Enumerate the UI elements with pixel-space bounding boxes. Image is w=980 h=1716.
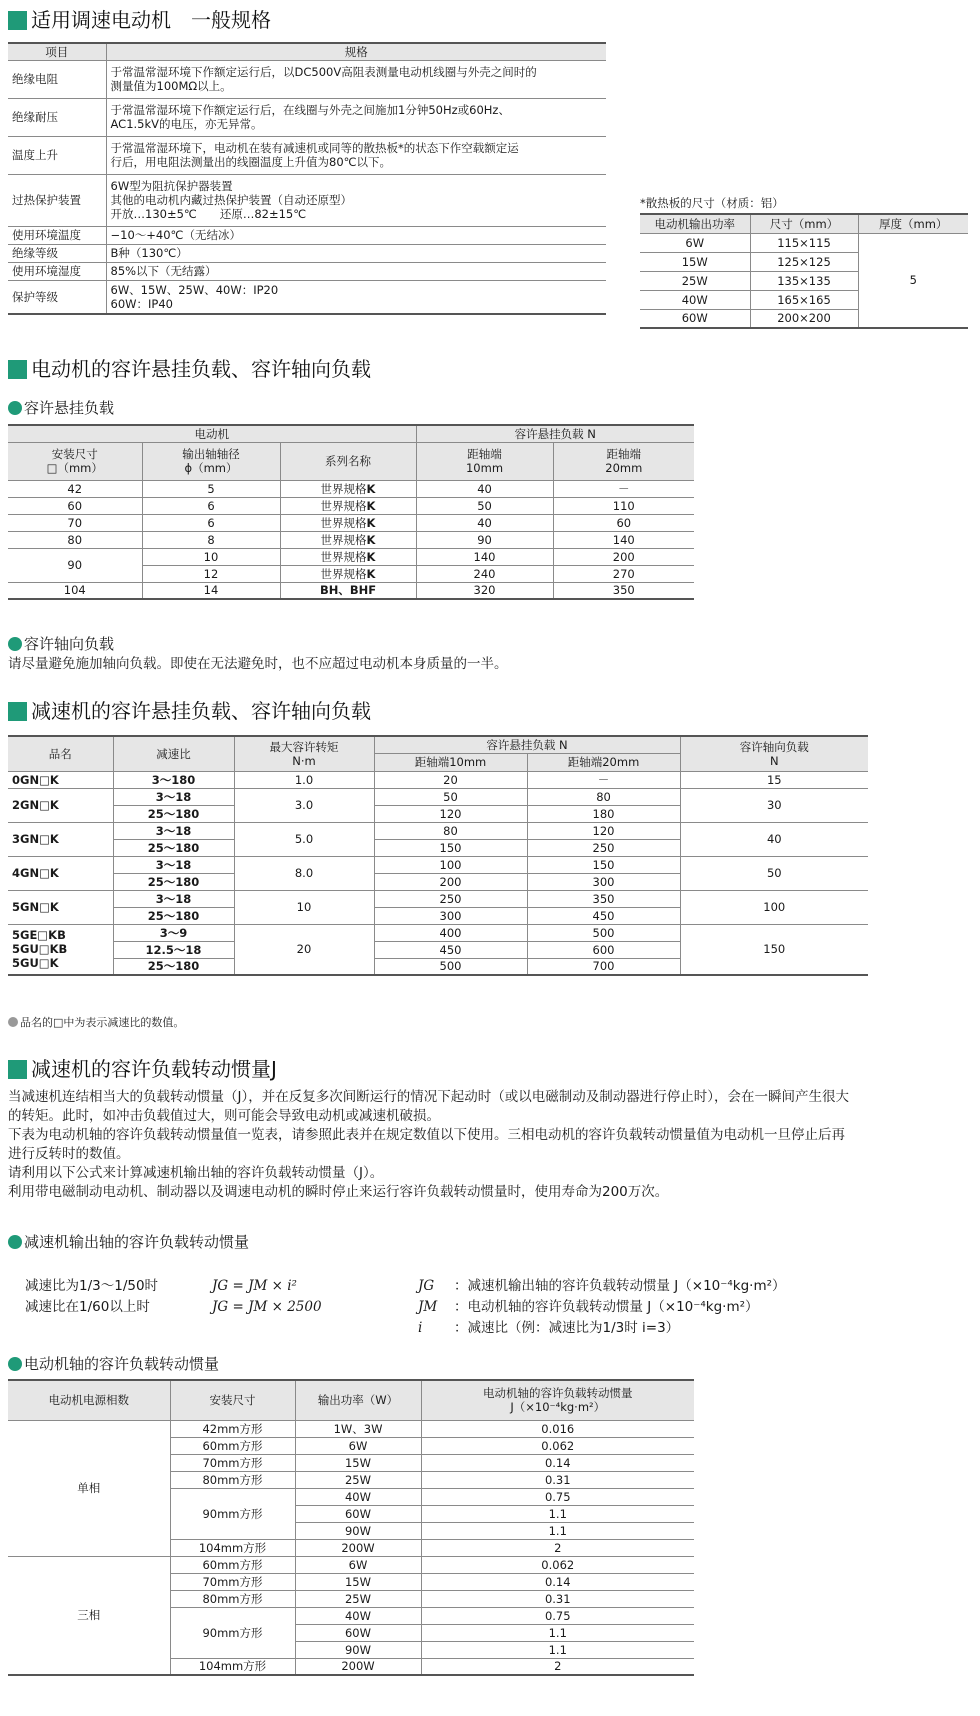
col-header-size: 安装尺寸 □（mm） [8, 442, 142, 480]
table-cell: 3～18 [113, 890, 234, 907]
table-cell: 115×115 [750, 233, 858, 252]
table-cell: 135×135 [750, 271, 858, 290]
spec-line: 于常温常湿环境下作额定运行后，在线圈与外壳之间施加1分钟50Hz或60Hz、 [110, 103, 510, 117]
table-row [8, 788, 868, 805]
col-header-shaft: 输出轴轴径 ϕ（mm） [142, 442, 280, 480]
table-row [8, 226, 606, 244]
spec-cell [106, 60, 606, 98]
table-cell: 60W [295, 1505, 421, 1522]
table-cell: 2 [421, 1658, 694, 1675]
spec-line: 60W：IP40 [110, 296, 173, 311]
col-header-10mm: 距轴端 10mm [416, 442, 553, 480]
table-cell: 25～180 [113, 958, 234, 975]
spec-cell [106, 244, 606, 262]
table-cell: 14 [142, 582, 280, 599]
spec-cell [106, 136, 606, 174]
series-cell: 世界规格K [280, 497, 416, 514]
motor-overhung-load-table [8, 424, 694, 600]
col-header-20mm: 距轴端20mm [527, 753, 680, 771]
gearhead-note: 品名的□中为表示减速比的数值。 [8, 1014, 184, 1030]
table-cell: 300 [527, 873, 680, 890]
row-label: 绝缘等级 [8, 244, 106, 262]
group-header-load: 容许悬挂负载 N [374, 736, 680, 753]
spec-line: 于常温常湿环境下作额定运行后，以DC500V高阻表测量电动机线圈与外壳之间时的 [110, 65, 537, 79]
green-square-icon [8, 360, 27, 379]
col-header-inertia: 电动机轴的容许负载转动惯量 J（×10⁻⁴kg·m²） [421, 1380, 694, 1420]
table-cell: 120 [374, 805, 527, 822]
phase-cell: 单相 [8, 1420, 170, 1556]
col-header-torque: 最大容许转矩 N·m [234, 736, 374, 771]
section-title: 电动机的容许悬挂负载、容许轴向负载 [31, 357, 371, 381]
thickness-cell: 5 [858, 233, 968, 328]
table-row [8, 480, 694, 497]
definition-jg: JG ：减速机输出轴的容许负载转动惯量 J（×10⁻⁴kg·m²） [418, 1278, 786, 1294]
table-cell: 60W [295, 1624, 421, 1641]
definition-jm: JM ：电动机轴的容许负载转动惯量 J（×10⁻⁴kg·m²） [418, 1299, 759, 1315]
product-name-cell: 5GE□KB 5GU□KB 5GU□K [8, 924, 113, 975]
table-cell: 6W [295, 1556, 421, 1573]
table-cell: 5.0 [234, 822, 374, 856]
table-cell: 60W [640, 309, 750, 328]
table-cell: 60 [8, 497, 142, 514]
spec-line: 其他的电动机内藏过热保护装置（自动还原型） [110, 193, 352, 207]
table-cell: 42 [8, 480, 142, 497]
table-cell: 90W [295, 1641, 421, 1658]
table-cell: 50 [416, 497, 553, 514]
table-cell: 1.1 [421, 1522, 694, 1539]
green-square-icon [8, 11, 27, 30]
table-cell: 150 [680, 924, 868, 975]
table-cell: 150 [374, 839, 527, 856]
table-cell: 140 [553, 531, 694, 548]
section-general-spec [8, 8, 271, 32]
col-header-thickness: 厚度（mm） [858, 214, 968, 233]
section-inertia [8, 1057, 277, 1081]
table-cell: 0.062 [421, 1556, 694, 1573]
table-cell: 6W [295, 1437, 421, 1454]
green-dot-icon [8, 637, 22, 651]
table-cell: － [553, 480, 694, 497]
table-row [8, 280, 606, 314]
table-cell: 350 [553, 582, 694, 599]
definition-i: i ：减速比（例：减速比为1/3时 i=3） [418, 1320, 680, 1336]
table-cell: 40 [416, 480, 553, 497]
table-cell: 25～180 [113, 907, 234, 924]
table-cell: 0.31 [421, 1471, 694, 1488]
table-cell: 25W [295, 1590, 421, 1607]
table-cell: 12 [142, 565, 280, 582]
series-cell: 世界规格K [280, 548, 416, 565]
table-row [8, 60, 606, 98]
table-cell: 80 [527, 788, 680, 805]
spec-line: 6W型为阻抗保护器装置 [110, 179, 233, 193]
table-cell: 40 [416, 514, 553, 531]
table-cell: 0.016 [421, 1420, 694, 1437]
spec-line: B种（130℃） [110, 246, 188, 260]
table-cell: 250 [374, 890, 527, 907]
table-cell: 150 [527, 856, 680, 873]
subsection-title: 容许轴向负载 [24, 635, 115, 653]
product-name-cell: 4GN□K [8, 856, 113, 890]
col-header-series: 系列名称 [280, 442, 416, 480]
table-cell: 500 [527, 924, 680, 941]
table-cell: 600 [527, 941, 680, 958]
table-cell: 40W [640, 290, 750, 309]
col-header-spec: 规格 [106, 43, 606, 60]
table-cell: 1.1 [421, 1624, 694, 1641]
table-cell: 25～180 [113, 839, 234, 856]
green-dot-icon [8, 1357, 22, 1371]
row-label: 使用环境温度 [8, 226, 106, 244]
table-cell: 15W [295, 1573, 421, 1590]
table-cell: 3～18 [113, 856, 234, 873]
table-cell: 450 [374, 941, 527, 958]
col-header-power: 电动机输出功率 [640, 214, 750, 233]
table-cell: － [527, 771, 680, 788]
spec-line: 测量值为100MΩ以上。 [110, 79, 232, 93]
gray-dot-icon [8, 1017, 18, 1027]
table-row [8, 890, 868, 907]
row-label: 绝缘耐压 [8, 98, 106, 136]
table-row [8, 856, 868, 873]
table-cell: 5 [142, 480, 280, 497]
col-header-name: 品名 [8, 736, 113, 771]
col-header-power: 输出功率（W） [295, 1380, 421, 1420]
table-cell: 90 [416, 531, 553, 548]
table-cell: 20 [234, 924, 374, 975]
table-cell: 20 [374, 771, 527, 788]
table-cell: 6W [640, 233, 750, 252]
table-cell: 3～9 [113, 924, 234, 941]
table-cell: 140 [416, 548, 553, 565]
table-cell: 400 [374, 924, 527, 941]
section-title: 适用调速电动机 一般规格 [8, 8, 271, 32]
table-row [8, 771, 868, 788]
green-square-icon [8, 702, 27, 721]
spec-line: 于常温常湿环境下，电动机在装有减速机或同等的散热板*的状态下作空载额定运 [110, 141, 519, 155]
table-row [8, 924, 868, 941]
subsection-title: 减速机输出轴的容许负载转动惯量 [24, 1233, 250, 1251]
group-header-load: 容许悬挂负载 N [416, 425, 694, 442]
table-cell: 1.1 [421, 1641, 694, 1658]
table-cell: 300 [374, 907, 527, 924]
table-cell: 70mm方形 [170, 1573, 295, 1590]
table-cell: 25～180 [113, 805, 234, 822]
table-row [8, 136, 606, 174]
table-cell: 1W、3W [295, 1420, 421, 1437]
table-row [8, 98, 606, 136]
product-name-cell: 2GN□K [8, 788, 113, 822]
table-cell: 15W [640, 252, 750, 271]
inertia-paragraphs [8, 1088, 849, 1202]
table-cell: 1.0 [234, 771, 374, 788]
table-cell: 200W [295, 1539, 421, 1556]
table-cell: 25W [295, 1471, 421, 1488]
col-header-phase: 电动机电源相数 [8, 1380, 170, 1420]
col-header-size: 安装尺寸 [170, 1380, 295, 1420]
series-cell: 世界规格K [280, 531, 416, 548]
table-cell: 6 [142, 514, 280, 531]
spec-line: AC1.5kV的电压，亦无异常。 [110, 117, 263, 131]
table-cell: 15W [295, 1454, 421, 1471]
table-cell: 0.14 [421, 1454, 694, 1471]
row-label: 使用环境湿度 [8, 262, 106, 280]
table-cell: 8.0 [234, 856, 374, 890]
table-cell: 250 [527, 839, 680, 856]
spec-cell [106, 174, 606, 226]
table-cell: 0.14 [421, 1573, 694, 1590]
table-row [8, 582, 694, 599]
table-cell: 320 [416, 582, 553, 599]
table-cell: 270 [553, 565, 694, 582]
table-cell: 80mm方形 [170, 1590, 295, 1607]
table-cell: 0.75 [421, 1607, 694, 1624]
series-cell: 世界规格K [280, 565, 416, 582]
green-dot-icon [8, 401, 22, 415]
table-cell: 165×165 [750, 290, 858, 309]
table-cell: 200W [295, 1658, 421, 1675]
spec-cell [106, 262, 606, 280]
table-row [8, 822, 868, 839]
section-title: 减速机的容许悬挂负载、容许轴向负载 [31, 699, 371, 723]
table-cell: 3～18 [113, 822, 234, 839]
table-cell: 40 [680, 822, 868, 856]
table-cell: 100 [680, 890, 868, 924]
table-cell: 42mm方形 [170, 1420, 295, 1437]
table-cell: 70mm方形 [170, 1454, 295, 1471]
table-cell: 12.5～18 [113, 941, 234, 958]
spec-line: 6W、15W、25W、40W：IP20 [110, 282, 279, 297]
paragraph-line: 当减速机连结相当大的负载转动惯量（J），并在反复多次间断运行的情况下起动时（或以电磁制动及制动器进行停止时），会在一瞬间产生很大 [8, 1089, 849, 1105]
table-cell: 10 [234, 890, 374, 924]
table-cell: 0.062 [421, 1437, 694, 1454]
paragraph-line: 进行反转时的数值。 [8, 1146, 130, 1162]
heatsink-table [640, 213, 968, 329]
product-name-cell: 0GN□K [8, 771, 113, 788]
green-dot-icon [8, 1235, 22, 1249]
series-cell: 世界规格K [280, 514, 416, 531]
table-cell: 90 [8, 548, 142, 582]
table-cell: 0.75 [421, 1488, 694, 1505]
table-cell: 125×125 [750, 252, 858, 271]
table-cell: 0.31 [421, 1590, 694, 1607]
col-header-axial: 容许轴向负载 N [680, 736, 868, 771]
col-header-item: 项目 [8, 43, 106, 60]
row-label: 温度上升 [8, 136, 106, 174]
table-cell: 40W [295, 1607, 421, 1624]
table-row [8, 531, 694, 548]
table-cell: 200×200 [750, 309, 858, 328]
table-cell: 104 [8, 582, 142, 599]
paragraph-line: 请利用以下公式来计算减速机输出轴的容许负载转动惯量（J）。 [8, 1165, 384, 1181]
section-title: 减速机的容许负载转动惯量J [31, 1057, 277, 1081]
table-cell: 200 [553, 548, 694, 565]
table-cell: 8 [142, 531, 280, 548]
table-cell: 25～180 [113, 873, 234, 890]
table-cell: 70 [8, 514, 142, 531]
table-cell: 90mm方形 [170, 1488, 295, 1539]
section-gear-load [8, 699, 371, 723]
table-cell: 700 [527, 958, 680, 975]
subsection-title: 电动机轴的容许负载转动惯量 [24, 1355, 220, 1373]
group-header-motor: 电动机 [8, 425, 416, 442]
table-cell: 10 [142, 548, 280, 565]
table-cell: 104mm方形 [170, 1658, 295, 1675]
spec-cell [106, 226, 606, 244]
table-cell: 3～18 [113, 788, 234, 805]
table-cell: 240 [416, 565, 553, 582]
table-cell: 30 [680, 788, 868, 822]
table-cell: 350 [527, 890, 680, 907]
row-label: 保护等级 [8, 280, 106, 314]
table-cell: 80mm方形 [170, 1471, 295, 1488]
table-cell: 60 [553, 514, 694, 531]
spec-line: 85%以下（无结露） [110, 264, 217, 278]
paragraph-line: 利用带电磁制动电动机、制动器以及调速电动机的瞬时停止来运行容许负载转动惯量时，使用寿命为200万次。 [8, 1184, 669, 1200]
section-motor-load [8, 357, 371, 381]
axial-load-text: 请尽量避免施加轴向负载。即使在无法避免时，也不应超过电动机本身质量的一半。 [8, 656, 508, 672]
col-header-10mm: 距轴端10mm [374, 753, 527, 771]
table-cell: 104mm方形 [170, 1539, 295, 1556]
green-square-icon [8, 1060, 27, 1079]
product-name-cell: 3GN□K [8, 822, 113, 856]
table-cell: 1.1 [421, 1505, 694, 1522]
table-cell: 100 [374, 856, 527, 873]
table-row [8, 514, 694, 531]
formula-row-1: 减速比为1/3～1/50时 [25, 1278, 159, 1294]
table-row [8, 548, 694, 565]
table-row [8, 497, 694, 514]
table-cell: 110 [553, 497, 694, 514]
table-row [8, 1556, 694, 1573]
table-cell: 40W [295, 1488, 421, 1505]
table-cell: 60mm方形 [170, 1437, 295, 1454]
table-row [8, 262, 606, 280]
table-cell: 90W [295, 1522, 421, 1539]
table-cell: 200 [374, 873, 527, 890]
spec-line: −10～+40℃（无结冰） [110, 228, 241, 242]
table-cell: 80 [374, 822, 527, 839]
table-cell: 90mm方形 [170, 1607, 295, 1658]
spec-line: 行后，用电阻法测量出的线圈温度上升值为80℃以下。 [110, 155, 392, 169]
paragraph-line: 的转矩。此时，如冲击负载值过大，则可能会导致电动机或减速机破损。 [8, 1108, 440, 1124]
table-cell: 2 [421, 1539, 694, 1556]
table-cell: 60mm方形 [170, 1556, 295, 1573]
table-cell: 450 [527, 907, 680, 924]
col-header-20mm: 距轴端 20mm [553, 442, 694, 480]
table-cell: 3.0 [234, 788, 374, 822]
table-cell: 80 [8, 531, 142, 548]
row-label: 过热保护装置 [8, 174, 106, 226]
table-cell: 500 [374, 958, 527, 975]
table-row [8, 1420, 694, 1437]
series-cell: BH、BHF [280, 582, 416, 599]
table-row [8, 244, 606, 262]
col-header-ratio: 减速比 [113, 736, 234, 771]
col-header-size: 尺寸（mm） [750, 214, 858, 233]
inertia-table [8, 1379, 694, 1676]
product-name-cell: 5GN□K [8, 890, 113, 924]
row-label: 绝缘电阻 [8, 60, 106, 98]
table-cell: 50 [680, 856, 868, 890]
spec-line: 开放…130±5℃ 还原…82±15℃ [110, 207, 307, 221]
series-cell: 世界规格K [280, 480, 416, 497]
table-cell: 120 [527, 822, 680, 839]
general-spec-table [8, 42, 606, 315]
table-cell: 180 [527, 805, 680, 822]
formula-expression: JG = JM × i² [212, 1278, 297, 1294]
table-cell: 6 [142, 497, 280, 514]
phase-cell: 三相 [8, 1556, 170, 1675]
table-cell: 15 [680, 771, 868, 788]
table-cell: 50 [374, 788, 527, 805]
paragraph-line: 下表为电动机轴的容许负载转动惯量值一览表，请参照此表并在规定数值以下使用。三相电动机的容许负载转动惯量值为电动机一旦停止后再 [8, 1127, 845, 1143]
formula-row-2: 减速比在1/60以上时 [25, 1299, 150, 1315]
table-cell: 3～180 [113, 771, 234, 788]
formula-expression: JG = JM × 2500 [212, 1299, 322, 1315]
gearhead-load-table [8, 735, 868, 976]
subsection-title: 容许悬挂负载 [24, 399, 115, 417]
table-row [8, 174, 606, 226]
spec-cell [106, 280, 606, 314]
table-cell: 25W [640, 271, 750, 290]
heatsink-caption: *散热板的尺寸（材质：铝） [640, 196, 784, 210]
spec-cell [106, 98, 606, 136]
